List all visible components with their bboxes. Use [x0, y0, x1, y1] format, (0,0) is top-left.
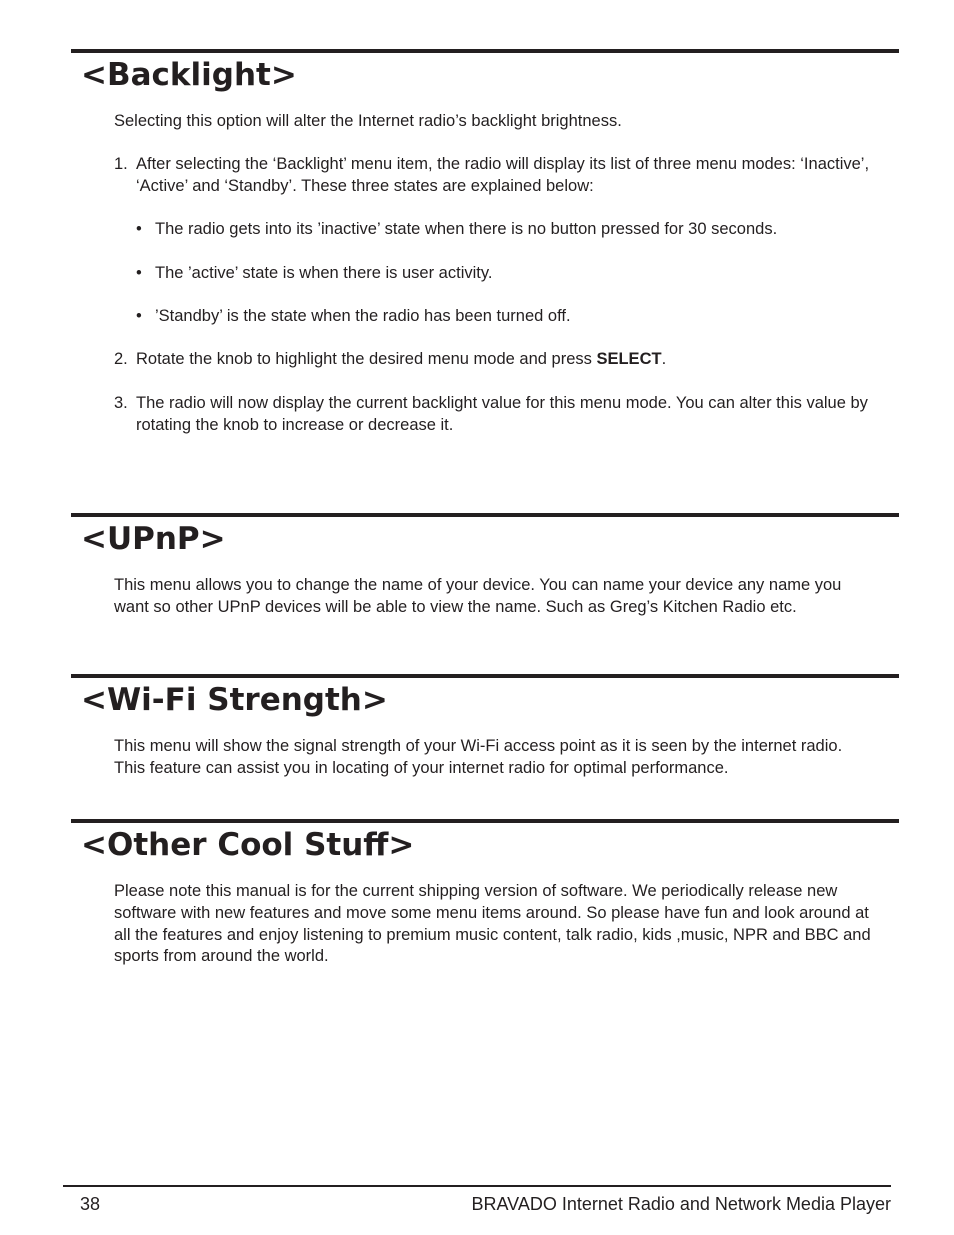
heading-wifi-strength: <Wi-Fi Strength> [81, 682, 388, 718]
section-rule-upnp [71, 513, 899, 517]
backlight-bullet-active [136, 263, 876, 285]
step-text [136, 349, 874, 371]
bullet-icon: • [136, 220, 142, 238]
bullet-text: The radio gets into its ’inactive’ state when there is no button pressed for 30 seconds. [155, 220, 778, 238]
backlight-intro: Selecting this option will alter the Internet radio’s backlight brightness. [114, 112, 622, 130]
bullet-text: The ’active’ state is when there is user activity. [155, 264, 493, 282]
heading-other-cool-stuff: <Other Cool Stuff> [81, 827, 415, 863]
bullet-icon: • [136, 307, 142, 325]
step-number: 3. [114, 394, 128, 412]
step-text-after: . [661, 350, 667, 368]
step-number: 2. [114, 350, 128, 368]
step-text-before: Rotate the knob to highlight the desired menu mode and press [136, 350, 597, 368]
step-text: The radio will now display the current backlight value for this menu mode. You can alter this value by rotating the knob to increase or decrease it. [136, 394, 868, 434]
backlight-bullet-standby [136, 306, 876, 328]
backlight-step-1 [114, 154, 874, 198]
wifi-body: This menu will show the signal strength of your Wi-Fi access point as it is seen by the internet radio. This feature can assist you in locating of your internet radio for optimal performance. [114, 737, 843, 777]
backlight-step-2 [114, 349, 874, 371]
footer-title: BRAVADO Internet Radio and Network Media Player [471, 1194, 891, 1214]
footer-rule [63, 1185, 891, 1187]
upnp-body: This menu allows you to change the name of your device. You can name your device any name you want so other UPnP devices will be able to view the name. Such as Greg’s Kitchen Radio etc. [114, 576, 842, 616]
heading-upnp: <UPnP> [81, 521, 226, 557]
select-keyword: SELECT [596, 350, 662, 368]
step-text: After selecting the ‘Backlight’ menu item, the radio will display its list of three menu modes: ‘Inactive’, ‘Active’ and ‘Standby’. These three states are explained below: [136, 155, 870, 195]
other-body: Please note this manual is for the current shipping version of software. We periodically release new software with new features and move some menu items around. So please have fun and look around at all the features and enjoy listening to premium music content, talk radio, kids ,music, NPR and BBC and sports from around the world. [114, 882, 871, 966]
bullet-text: ’Standby’ is the state when the radio has been turned off. [155, 307, 571, 325]
page-number: 38 [80, 1194, 101, 1214]
backlight-bullet-inactive [136, 219, 876, 241]
heading-backlight: <Backlight> [81, 57, 297, 93]
backlight-step-3 [114, 393, 874, 437]
section-rule-wifi [71, 674, 899, 678]
section-rule-backlight [71, 49, 899, 53]
section-rule-other [71, 819, 899, 823]
step-number: 1. [114, 155, 128, 173]
bullet-icon: • [136, 264, 142, 282]
